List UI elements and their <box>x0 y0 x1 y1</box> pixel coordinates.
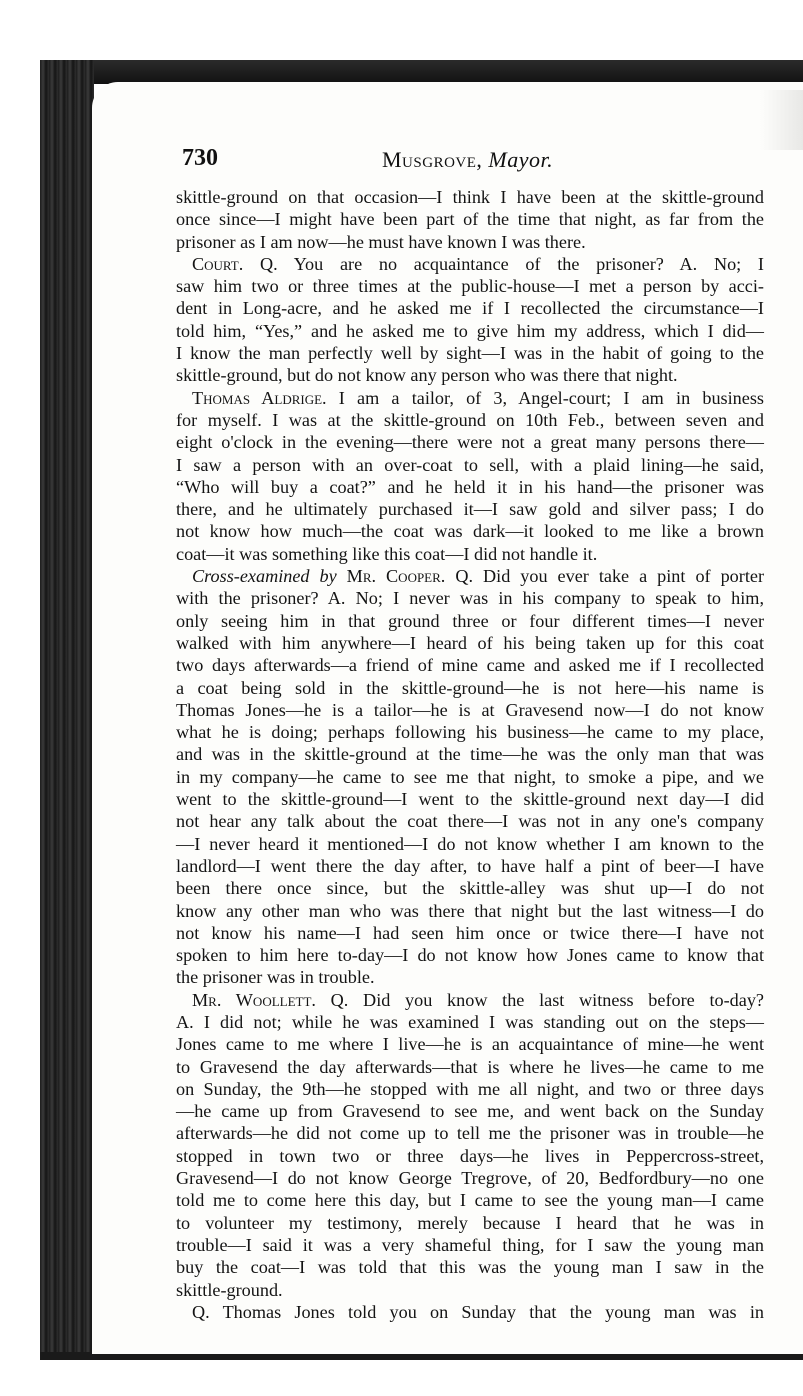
text-run: —I never heard it mentioned—I do not know whether I am known to the <box>176 833 764 854</box>
text-line <box>176 1212 764 1234</box>
text-line <box>176 699 764 721</box>
text-run: there, and he ultimately purchased it—I saw gold and silver pass; I do <box>176 499 764 520</box>
text-line <box>176 677 764 699</box>
text-line <box>176 231 764 253</box>
speaker-name: Mr. Woollett. <box>192 989 316 1010</box>
text-line <box>176 1279 764 1301</box>
text-run: not hear any talk about the coat there—I was not in any one's company <box>176 811 764 832</box>
text-line <box>176 810 764 832</box>
text-run: been there once since, but the skittle-alley was shut up—I do not <box>176 878 764 899</box>
text-run: skittle-ground, but do not know any person who was there that night. <box>176 365 678 386</box>
text-line <box>176 476 764 498</box>
text-line <box>176 320 764 342</box>
text-line <box>176 1078 764 1100</box>
text-run: told me to come here this day, but I came to see the young man—I came <box>176 1190 764 1211</box>
text-line <box>176 454 764 476</box>
text-run: afterwards—he did not come up to tell me the prisoner was in trouble—he <box>176 1123 764 1144</box>
text-run: landlord—I went there the day after, to have half a pint of beer—I have <box>176 855 764 876</box>
text-run: I know the man perfectly well by sight—I was in the habit of going to the <box>176 343 764 364</box>
text-run: A. I did not; while he was examined I was standing out on the steps— <box>176 1011 764 1032</box>
text-run: I saw a person with an over-coat to sell, with a plaid lining—he said, <box>176 454 764 475</box>
text-run: trouble—I said it was a very shameful thing, for I saw the young man <box>176 1234 764 1255</box>
text-line <box>176 721 764 743</box>
text-run: saw him two or three times at the public-house—I met a person by acci- <box>176 276 764 297</box>
text-line <box>176 1145 764 1167</box>
text-line <box>176 944 764 966</box>
text-run: prisoner as I am now—he must have known I was there. <box>176 231 586 252</box>
text-line <box>176 1100 764 1122</box>
text-run: Q. You are no acquaintance of the prisoner? A. No; I <box>243 253 764 274</box>
text-line <box>176 877 764 899</box>
text-line <box>176 543 764 565</box>
text-run: spoken to him here to-day—I do not know how Jones came to know that <box>176 945 764 966</box>
text-run: with the prisoner? A. No; I never was in his company to speak to him, <box>176 588 764 609</box>
text-line <box>176 1011 764 1033</box>
text-line <box>176 275 764 297</box>
text-run: told him, “Yes,” and he asked me to give him my address, which I did— <box>176 320 764 341</box>
text-run: the prisoner was in trouble. <box>176 967 375 988</box>
text-run: two days afterwards—a friend of mine came and asked me if I recollected <box>176 655 764 676</box>
text-run: Thomas Jones—he is a tailor—he is at Gravesend now—I do not know <box>176 699 764 720</box>
speaker-name: Mr. Cooper. <box>336 566 446 587</box>
running-head-title: Mayor. <box>488 147 554 172</box>
text-line <box>176 364 764 386</box>
text-run: and was in the skittle-ground at the time—he was the only man that was <box>176 744 764 765</box>
text-line <box>176 498 764 520</box>
text-line <box>176 1167 764 1189</box>
text-run: Jones came to me where I live—he is an acquaintance of mine—he went <box>176 1034 764 1055</box>
text-line <box>176 565 764 587</box>
text-run: know any other man who was there that night but the last witness—I do <box>176 900 764 921</box>
text-line <box>176 186 764 208</box>
text-line <box>176 1056 764 1078</box>
text-line <box>176 833 764 855</box>
text-line <box>176 654 764 676</box>
text-run: Q. Did you know the last witness before to-day? <box>315 989 764 1010</box>
text-run: —he came up from Gravesend to see me, and went back on the Sunday <box>176 1101 764 1122</box>
scan-frame-top <box>40 60 803 84</box>
text-line <box>176 409 764 431</box>
text-run: only seeing him in that ground three or four different times—I never <box>176 610 764 631</box>
text-run: a coat being sold in the skittle-ground—he is not here—his name is <box>176 677 764 698</box>
text-run: buy the coat—I was told that this was the young man I saw in the <box>176 1257 764 1278</box>
text-run: to volunteer my testimony, merely because I heard that he was in <box>176 1212 764 1233</box>
text-line <box>176 900 764 922</box>
text-line <box>176 1256 764 1278</box>
page-number: 730 <box>182 145 218 171</box>
text-line <box>176 1122 764 1144</box>
text-line <box>176 966 764 988</box>
book-binding-edge <box>40 60 94 1360</box>
text-line <box>176 788 764 810</box>
text-run: I am a tailor, of 3, Angel-court; I am in business <box>326 387 764 408</box>
text-line <box>176 1033 764 1055</box>
page-header <box>182 145 782 175</box>
text-line <box>176 766 764 788</box>
speaker-name: Court. <box>192 253 244 274</box>
page-curl <box>760 90 803 150</box>
text-run: in my company—he came to see me that night, to smoke a pipe, and we <box>176 766 764 787</box>
text-run: Q. Thomas Jones told you on Sunday that the young man was in <box>192 1301 764 1322</box>
text-run: not know how much—the coat was dark—it looked to me like a brown <box>176 521 764 542</box>
text-line <box>176 387 764 409</box>
text-line <box>176 1234 764 1256</box>
speaker-name: Thomas Aldrige. <box>192 387 327 408</box>
text-line <box>176 743 764 765</box>
text-line <box>176 989 764 1011</box>
text-line <box>176 297 764 319</box>
running-head <box>382 147 553 173</box>
text-line <box>176 342 764 364</box>
text-run: dent in Long-acre, and he asked me if I recollected the circumstance—I <box>176 298 764 319</box>
running-head-name: Musgrove, <box>382 147 483 172</box>
text-run: on Sunday, the 9th—he stopped with me all night, and two or three days <box>176 1078 764 1099</box>
text-run: eight o'clock in the evening—there were not a great many persons there— <box>176 432 764 453</box>
text-run: stopped in town two or three days—he lives in Peppercross-street, <box>176 1145 764 1166</box>
text-run: skittle-ground on that occasion—I think I have been at the skittle-ground <box>176 187 764 207</box>
text-line <box>176 253 764 275</box>
text-run: once since—I might have been part of the time that night, as far from the <box>176 209 764 230</box>
text-run: skittle-ground. <box>176 1279 283 1300</box>
text-line <box>176 1301 764 1323</box>
text-line <box>176 610 764 632</box>
text-line <box>176 431 764 453</box>
text-line <box>176 855 764 877</box>
text-run: walked with him anywhere—I heard of his being taken up for this coat <box>176 632 764 653</box>
text-italic: Cross-examined by <box>192 566 337 587</box>
text-line <box>176 632 764 654</box>
text-run: “Who will buy a coat?” and he held it in his hand—the prisoner was <box>176 476 764 497</box>
body-text <box>176 186 764 1323</box>
text-line <box>176 208 764 230</box>
text-run: Q. Did you ever take a pint of porter <box>445 566 765 587</box>
text-run: to Gravesend the day afterwards—that is where he lives—he came to me <box>176 1056 764 1077</box>
text-line <box>176 520 764 542</box>
text-run: for myself. I was at the skittle-ground on 10th Feb., between seven and <box>176 409 764 430</box>
text-run: what he is doing; perhaps following his business—he came to my place, <box>176 722 764 743</box>
text-run: coat—it was something like this coat—I did not handle it. <box>176 543 598 564</box>
text-run: not know his name—I had seen him once or twice there—I have not <box>176 922 764 943</box>
text-line <box>176 1189 764 1211</box>
text-line <box>176 587 764 609</box>
text-run: Gravesend—I do not know George Tregrove, of 20, Bedfordbury—no one <box>176 1168 764 1189</box>
text-line <box>176 922 764 944</box>
text-run: went to the skittle-ground—I went to the skittle-ground next day—I did <box>176 789 764 810</box>
